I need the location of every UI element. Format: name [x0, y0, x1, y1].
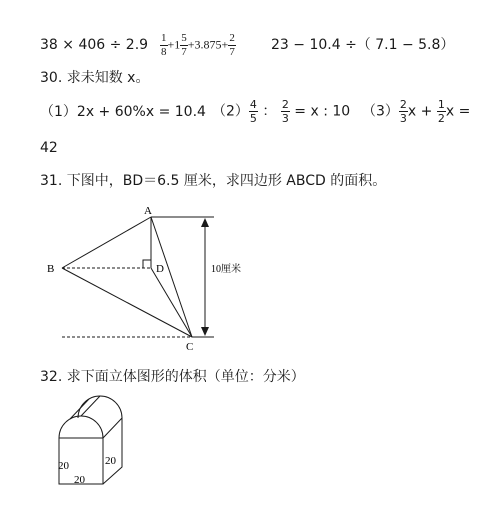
q32-title: 32. 求下面立体图形的体积（单位：分米）: [40, 369, 305, 385]
fraction-2-3-b: $\frac{2}{3}$: [399, 98, 407, 125]
label-a: A: [144, 205, 152, 217]
right-face: [103, 418, 122, 484]
label-bottom-width: 20: [74, 474, 85, 486]
edge-ba: [62, 217, 151, 268]
q30-part-3: （3） $\frac{2}{3}$ x + $\frac{1}{2}$ x =: [362, 98, 471, 125]
label-d: D: [156, 263, 164, 275]
q30-title: 30. 求未知数 x。: [40, 70, 150, 86]
q30-part-1: （1）2x + 60%x = 10.4: [40, 104, 206, 120]
right-angle-mark: [143, 260, 151, 268]
fraction-1-2: $\frac{1}{2}$: [437, 98, 445, 125]
q31-title: 31. 下图中，BD＝6.5 厘米，求四边形 ABCD 的面积。: [40, 173, 387, 189]
label-b: B: [47, 263, 55, 275]
q30-part-2: （2） $\frac{4}{5}$ ： $\frac{2}{3}$ = x : 10: [212, 98, 351, 125]
expression-1: 38 × 406 ÷ 2.9: [40, 37, 149, 53]
fraction-2-3: $\frac{2}{3}$: [281, 98, 289, 125]
fraction-5-7: $\frac{5}{7}$: [181, 32, 187, 58]
label-c: C: [186, 341, 194, 353]
expression-3: 23 − 10.4 ÷（ 7.1 − 5.8）: [271, 37, 455, 53]
label-front-height: 20: [58, 460, 69, 472]
label-side-depth: 20: [105, 455, 116, 467]
fraction-1-8: $\frac{1}{8}$: [161, 32, 167, 58]
height-arrowhead-bottom: [201, 327, 209, 336]
q30-continuation: 42: [40, 140, 58, 156]
expression-2: $\frac{1}{8}$ +1 $\frac{5}{7}$ +3.875+ $\frac{2}{7}$: [161, 32, 235, 58]
front-arc: [59, 416, 103, 438]
edge-bc: [62, 268, 192, 337]
top-edge-mid: [81, 396, 100, 416]
fraction-4-5: $\frac{4}{5}$: [249, 98, 257, 125]
fraction-2-7: $\frac{2}{7}$: [229, 32, 235, 58]
height-arrowhead-top: [201, 218, 209, 227]
back-arc: [78, 396, 122, 418]
label-height: 10厘米: [211, 264, 241, 275]
